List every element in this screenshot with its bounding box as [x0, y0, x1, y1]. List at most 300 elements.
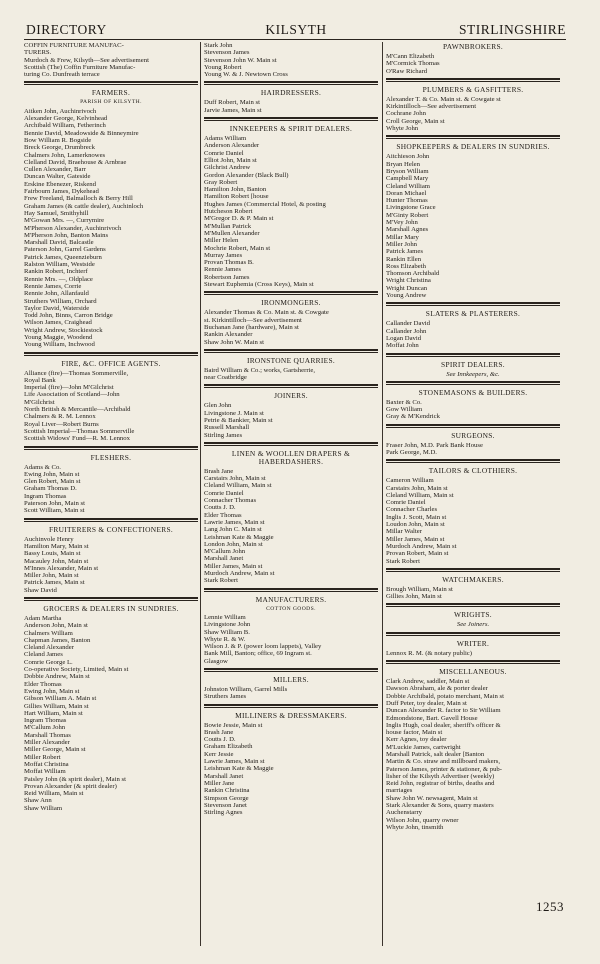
section-title: JOINERS. — [274, 391, 308, 401]
directory-entry: Glen John — [204, 402, 232, 410]
directory-entry: Ross Elizabeth — [386, 262, 426, 270]
directory-entry: Hughes James (Commercial Hotel, & posting — [204, 200, 326, 208]
directory-entry: Stirling James — [204, 431, 243, 439]
directory-entry: Patrick James, Main st — [24, 579, 85, 587]
directory-entry: Wilson James, Craighead — [24, 319, 92, 327]
directory-entry: Ingram Thomas — [24, 492, 67, 500]
directory-entry: Whyte R. & W. — [204, 635, 246, 643]
directory-section — [204, 442, 378, 585]
section-title: STONEMASONS & BUILDERS. — [418, 387, 528, 397]
directory-entry: Paterson John, Garrel Gardens — [24, 246, 106, 254]
directory-entry: Shaw Ann — [24, 797, 52, 805]
directory-entry: Graham James (& cattle dealer), Auchinloch — [24, 202, 144, 210]
directory-section — [24, 518, 198, 594]
directory-entry: Cameron William — [386, 477, 434, 485]
directory-entry: Kirkintilloch—See advertisement — [386, 103, 477, 111]
directory-entry: Provan Alexander (& spirit dealer) — [24, 782, 117, 790]
directory-entry: Loudon John, Main st — [386, 521, 445, 529]
directory-entry: Livingstone Grace — [386, 204, 436, 212]
directory-entry: Breck George, Drumbreck — [24, 144, 95, 152]
directory-entry: Murdoch Andrew, Main st — [204, 570, 275, 578]
directory-entry: Provan Robert, Main st — [386, 550, 449, 558]
directory-entry: Cleland Alexander — [24, 644, 74, 652]
directory-entry: Stewart Euphemia (Cross Keys), Main st — [204, 281, 314, 289]
directory-entry: Miller John, Main st — [24, 572, 79, 580]
directory-entry: Wilson John, quarry owner — [386, 816, 459, 824]
directory-entry: Adam Martha — [24, 615, 62, 622]
section-title: IRONMONGERS. — [261, 298, 321, 308]
directory-entry: Jarvie James, Main st — [204, 106, 262, 114]
directory-entry: Callander David — [386, 320, 431, 328]
section-title: HAIRDRESSERS. — [260, 88, 322, 98]
directory-entry: Bow William R. Bogside — [24, 136, 92, 144]
directory-entry: Millar Mary — [386, 233, 419, 241]
directory-entry: Bassy Louis, Main st — [24, 550, 81, 558]
directory-section — [24, 42, 198, 78]
directory-entry: Scottish Widows' Fund—R. M. Lennox — [24, 435, 130, 443]
directory-entry: Alexander T. & Co. Main st. & Cowgate st — [386, 95, 501, 103]
directory-entry: Brash Jane — [204, 728, 234, 736]
directory-entry: Comrie George L. — [24, 658, 73, 666]
section-divider — [386, 632, 560, 636]
directory-entry: Hart William, Main st — [24, 709, 83, 717]
directory-entry: Comrie Daniel — [204, 149, 244, 157]
section-title: GROCERS & DEALERS IN SUNDRIES. — [43, 604, 179, 613]
directory-entry: Fairbourn James, Dykehead — [24, 188, 99, 196]
directory-entry: Marshall Thomas — [24, 731, 71, 739]
column-divider — [200, 42, 201, 946]
directory-entry: Rennie Mrs. —, Oldplace — [24, 275, 93, 283]
directory-entry: Duncan Alexander R. factor to Sir William — [386, 707, 501, 715]
directory-entry: Gray & M'Kendrick — [386, 413, 440, 421]
directory-entry: Miller James, Main st — [204, 562, 263, 570]
directory-entry: Anderson John, Main st — [24, 622, 88, 630]
directory-entry: Cleland William, Main st — [204, 482, 272, 490]
directory-entry: M'Vey John — [386, 219, 418, 227]
directory-entry: Elder Thomas — [204, 511, 242, 519]
directory-entry: Moffat William — [24, 768, 66, 776]
directory-entry: M'Gilchrist — [24, 398, 55, 406]
directory-entry: Coutts J. D. — [204, 504, 236, 512]
directory-entry: Wright Duncan — [386, 284, 428, 292]
directory-entry: Ingram Thomas — [24, 717, 67, 725]
directory-entry: Ewing John, Main st — [24, 470, 80, 478]
directory-entry: Stark Robert — [204, 577, 238, 585]
section-divider — [386, 459, 560, 463]
directory-entry: Wright Andrew, Stockiestock — [24, 326, 103, 334]
directory-entry: Bennie David, Meadowside & Binneymire — [24, 129, 139, 137]
directory-entry: COFFIN FURNITURE MANUFAC- — [24, 42, 124, 49]
directory-entry: Coutts J. D. — [204, 736, 236, 744]
section-title: MILLINERS & DRESSMAKERS. — [235, 710, 347, 720]
directory-entry: Struthers James — [204, 693, 247, 701]
directory-entry: Moffat John — [386, 342, 419, 350]
section-divider — [386, 381, 560, 385]
directory-entry: Cleland William, Main st — [386, 491, 454, 499]
directory-entry: Shaw David — [24, 586, 57, 594]
section-divider — [204, 442, 378, 446]
directory-entry: Hay Samuel, Smithyhill — [24, 209, 89, 217]
directory-entry: Reid William, Main st — [24, 790, 84, 798]
section-divider — [204, 117, 378, 121]
directory-entry: Murdoch Andrew, Main st — [386, 542, 457, 550]
section-divider — [386, 302, 560, 306]
directory-entry: Fraser John, M.D. Park Bank House — [386, 441, 483, 449]
directory-entry: Rankin Robert, Inchterf — [24, 268, 88, 276]
directory-entry: Cullen Alexander, Barr — [24, 166, 86, 174]
directory-entry: Alexander Thomas & Co. Main st. & Cowgate — [204, 309, 329, 317]
directory-entry: Gow William — [386, 406, 423, 414]
directory-entry: M'Mullan Patrick — [204, 222, 252, 230]
section-title: SURGEONS. — [451, 430, 495, 440]
directory-entry: Imperial (fire)—John M'Gilchrist — [24, 384, 114, 392]
directory-entry: Millar Walter — [386, 528, 422, 536]
directory-entry: Duff Peter, toy dealer, Main st — [386, 699, 467, 707]
directory-entry: Lawrie James, Main st — [204, 518, 265, 526]
section-divider — [386, 135, 560, 139]
directory-entry: Struthers William, Orchard — [24, 297, 97, 305]
directory-section — [24, 352, 198, 443]
header-town: KILSYTH — [265, 22, 327, 37]
directory-entry: Alliance (fire)—Thomas Sommerville, — [24, 369, 129, 377]
directory-entry: Patrick James, Queenzieburn — [24, 253, 102, 261]
directory-entry: Co-operative Society, Limited, Main st — [24, 666, 129, 674]
directory-entry: Shaw William B. — [204, 628, 250, 636]
directory-section — [386, 78, 560, 132]
directory-entry: Gillies John, Main st — [386, 593, 442, 601]
directory-entry: North British & Mercantile—Archibald — [24, 406, 131, 414]
header-rule — [24, 39, 566, 40]
directory-entry: Stevenson Janet — [204, 801, 247, 809]
section-title: FRUITERERS & CONFECTIONERS. — [48, 524, 174, 534]
directory-entry: Brash Jane — [204, 467, 234, 475]
directory-entry: Dobbie Andrew, Main st — [24, 673, 90, 681]
directory-entry: Young Andrew — [386, 292, 427, 300]
directory-entry: Callander John — [386, 327, 427, 335]
directory-entry: Young Maggie, Woodend — [24, 333, 93, 341]
directory-entry: Young Robert — [204, 63, 242, 71]
directory-entry: Gibson William A. Main st — [24, 695, 97, 703]
directory-section — [386, 353, 560, 378]
directory-entry: Bryan Helen — [386, 160, 420, 168]
directory-entry: Miller George, Main st — [24, 746, 86, 754]
section-title: PAWNBROKERS. — [442, 42, 504, 51]
directory-section — [386, 381, 560, 421]
directory-entry: Hunter Thomas — [386, 197, 428, 205]
section-title: SHOPKEEPERS & DEALERS IN SUNDRIES. — [396, 142, 550, 152]
section-divider — [204, 81, 378, 85]
directory-entry: Gray Robert — [204, 178, 238, 186]
directory-entry: Alexander George, Kelvinhead — [24, 115, 108, 123]
directory-section — [204, 668, 378, 701]
directory-entry: Ewing John, Main st — [24, 687, 80, 695]
directory-entry: Patrick James — [386, 248, 423, 256]
directory-entry: Clelland David, Braehouse & Arnbrae — [24, 158, 127, 166]
directory-entry: Johnston William, Garrel Mills — [204, 686, 288, 693]
directory-entry: Robertson James — [204, 273, 250, 281]
directory-entry: Dawson Abraham, ale & porter dealer — [386, 685, 488, 693]
directory-entry: Rankin Alexander — [204, 331, 253, 339]
directory-entry: Park George, M.D. — [386, 448, 437, 456]
directory-entry: Scottish (The) Coffin Furniture Manufac- — [24, 63, 136, 71]
directory-entry: Baird William & Co.; works, Gartsherrie, — [204, 366, 316, 374]
directory-entry: O'Raw Richard — [386, 67, 428, 75]
directory-entry: Whyte John — [386, 125, 419, 133]
directory-entry: Connacher Charles — [386, 506, 438, 514]
header-directory: DIRECTORY — [26, 22, 107, 37]
directory-entry: Simpson George — [204, 794, 249, 802]
directory-entry: M'Luckie James, cartwright — [386, 743, 461, 751]
directory-entry: Erskine Ebenezer, Riskend — [24, 180, 96, 188]
directory-entry: Marshall Agnes — [386, 226, 429, 234]
directory-entry: M'Innes Alexander, Main st — [24, 564, 99, 572]
section-divider — [386, 660, 560, 664]
directory-section — [204, 384, 378, 438]
directory-entry: Chalmers William — [24, 629, 73, 637]
directory-section — [204, 291, 378, 345]
directory-entry: Stevenson John W. Main st — [204, 56, 277, 64]
directory-entry: Leishman Kate & Maggie — [204, 533, 274, 541]
directory-entry: Rennie James — [204, 266, 241, 274]
directory-entry: Chapman James, Banton — [24, 636, 91, 644]
directory-section — [386, 632, 560, 657]
directory-entry: Young William, Inchwood — [24, 341, 95, 349]
directory-section — [24, 597, 198, 812]
directory-entry: Duncan Walter, Gateside — [24, 173, 91, 181]
directory-entry: M'Pherson John, Banton Mains — [24, 231, 109, 239]
directory-entry: Miller Robert — [24, 753, 61, 761]
directory-entry: Wright Christina — [386, 277, 431, 285]
directory-entry: Moffat Christina — [24, 760, 69, 768]
section-divider — [204, 291, 378, 295]
directory-entry: Murdoch & Frew, Kilsyth—See advertisement — [24, 56, 149, 64]
directory-entry: M'Pherson Alexander, Auchinrivoch — [24, 224, 122, 232]
section-divider — [204, 349, 378, 353]
directory-entry: Auchinvole Henry — [24, 535, 74, 543]
section-title: IRONSTONE QUARRIES. — [246, 355, 336, 365]
section-title: WRITER. — [456, 638, 490, 648]
section-title: MISCELLANEOUS. — [439, 667, 507, 677]
directory-entry: M'Cann Elizabeth — [386, 53, 435, 60]
directory-entry: Baxter & Co. — [386, 398, 422, 406]
directory-entry: Livingstone J. Main st — [204, 409, 264, 417]
directory-entry: Gordon Alexander (Black Bull) — [204, 171, 289, 179]
section-divider — [24, 81, 198, 85]
directory-entry: Martin & Co. straw and millboard makers, — [386, 758, 501, 766]
directory-entry: Bowie Jessie, Main st — [204, 721, 263, 729]
section-title: TAILORS & CLOTHIERS. — [428, 466, 518, 476]
directory-entry: Hamilton Mary, Main st — [24, 542, 89, 550]
directory-entry: Hamilton John, Banton — [204, 186, 267, 194]
directory-entry: Comrie Daniel — [204, 489, 244, 497]
directory-entry: Connacher Thomas — [204, 497, 257, 505]
section-title: FIRE, &C. OFFICE AGENTS. — [61, 358, 161, 368]
directory-entry: Scottish Imperial—Thomas Sommerville — [24, 427, 135, 435]
section-divider — [24, 597, 198, 601]
directory-entry: Aitchieson John — [386, 153, 430, 161]
section-divider — [386, 78, 560, 82]
directory-entry: Mochrie Robert, Main st — [204, 244, 271, 252]
directory-entry: near Coatbridge — [204, 374, 247, 382]
section-note: See Joiners. — [456, 621, 490, 629]
directory-entry: London John, Main st — [204, 540, 263, 548]
directory-entry: M'Gowan Mrs. —, Currymire — [24, 217, 105, 225]
directory-entry: Taylor David, Waterside — [24, 304, 90, 312]
section-title: LINEN & WOOLLEN DRAPERS & HABERDASHERS. — [231, 448, 351, 466]
directory-entry: Cleland William — [386, 182, 430, 190]
directory-entry: Lang John C. Main st — [204, 526, 262, 534]
section-title: SPIRIT DEALERS. — [441, 359, 505, 369]
directory-entry: Buchanan Jane (hardware), Main st — [204, 323, 299, 331]
directory-entry: Logan David — [386, 334, 422, 342]
directory-entry: Cochrane John — [386, 110, 426, 118]
section-title: WATCHMAKERS. — [442, 574, 504, 584]
directory-entry: Petrie & Bankier, Main st — [204, 416, 273, 424]
directory-entry: Lennox R. M. (& notary public) — [386, 649, 472, 657]
directory-entry: Rennie John, Allanfauld — [24, 290, 89, 298]
directory-entry: Inglis J. Scott, Main st — [386, 513, 447, 521]
directory-entry: Marshall David, Balcastle — [24, 239, 94, 247]
directory-entry: Carstairs John, Main st — [204, 475, 266, 483]
directory-entry: Stirling Agnes — [204, 809, 243, 817]
directory-entry: Carstairs John, Main st — [386, 484, 448, 492]
directory-entry: Stevenson James — [204, 49, 250, 57]
directory-section — [386, 43, 560, 75]
directory-entry: Rennie James, Corrie — [24, 282, 82, 290]
directory-entry: M'Cormick Thomas — [386, 60, 440, 68]
directory-section — [386, 424, 560, 457]
directory-section — [386, 660, 560, 831]
directory-entry: Hutcheson Robert — [204, 208, 253, 216]
directory-entry: Stark John — [204, 42, 233, 49]
directory-entry: Edmondstone, Bart. Gavell House — [386, 714, 478, 722]
directory-entry: turing Co. Dunfreath terrace — [24, 71, 100, 79]
directory-section — [24, 81, 198, 348]
directory-entry: Shaw John W. Main st — [204, 338, 265, 346]
directory-entry: Gilchrist Andrew — [204, 164, 251, 172]
directory-entry: Dobbie Archibald, potato merchant, Main st — [386, 692, 504, 700]
directory-entry: Provan Thomas B. — [204, 259, 254, 267]
section-title: PLUMBERS & GASFITTERS. — [422, 84, 524, 94]
directory-entry: Marshall Janet — [204, 555, 244, 563]
directory-section — [204, 117, 378, 288]
section-divider — [386, 424, 560, 428]
directory-entry: Miller Jane — [204, 779, 235, 787]
directory-entry: M'Mullen Alexander — [204, 229, 260, 237]
directory-section — [204, 81, 378, 114]
directory-entry: Hamilton Robert [house — [204, 193, 269, 201]
section-title: WRIGHTS. — [454, 610, 492, 620]
header-county: STIRLINGSHIRE — [459, 22, 566, 37]
directory-entry: Whyte John, tinsmith — [386, 823, 444, 831]
directory-entry: Wilson J. & P. (power loom lappets), Valley — [204, 643, 322, 651]
directory-entry: Archibald William, Fetherinch — [24, 122, 106, 130]
directory-entry: Scott William, Main st — [24, 507, 85, 515]
directory-entry: Chalmers & R. M. Lennox — [24, 413, 96, 421]
directory-entry: Frew Freeland, Balmalloch & Berry Hill — [24, 195, 133, 203]
directory-entry: Chalmers John, Lamerknowes — [24, 151, 106, 159]
directory-entry: Miller Helen — [204, 237, 239, 245]
directory-entry: Rankin Ellen — [386, 255, 422, 263]
directory-entry: Shaw William — [24, 804, 63, 812]
directory-entry: Thomson Archibald — [386, 270, 440, 278]
directory-entry: Royal Liver—Robert Burns — [24, 420, 99, 428]
directory-entry: Paterson John, Main st — [24, 500, 85, 508]
directory-entry: Miller James, Main st — [386, 535, 445, 543]
section-subtitle: COTTON GOODS. — [266, 605, 316, 612]
directory-entry: Duff Robert, Main st — [204, 99, 260, 107]
directory-section — [204, 588, 378, 665]
section-divider — [24, 352, 198, 356]
column-1 — [24, 42, 198, 944]
column-divider — [382, 42, 383, 946]
directory-entry: Macauley John, Main st — [24, 557, 89, 565]
directory-entry: Miller Alexander — [24, 739, 70, 747]
section-subtitle: PARISH OF KILSYTH. — [80, 99, 142, 106]
directory-entry: Kerr Jessie — [204, 750, 234, 758]
directory-entry: Gillies William, Main st — [24, 702, 89, 710]
section-title: MILLERS. — [273, 675, 309, 684]
directory-entry: Clark Andrew, saddler, Main st — [386, 678, 470, 686]
directory-entry: Rankin Christina — [204, 787, 250, 795]
section-title: SLATERS & PLASTERERS. — [425, 309, 521, 319]
column-3 — [386, 42, 560, 944]
directory-entry: Stark Robert — [386, 557, 420, 565]
directory-section — [386, 302, 560, 349]
directory-entry: Miller John — [386, 240, 418, 248]
directory-section — [386, 603, 560, 628]
directory-entry: Graham Elizabeth — [204, 743, 253, 751]
directory-entry: Comrie Daniel — [386, 499, 426, 507]
directory-entry: marriages — [386, 787, 413, 795]
directory-entry: Royal Bank — [24, 376, 56, 384]
section-note: See Innkeepers, &c. — [446, 370, 500, 378]
directory-entry: M'Callum John — [204, 548, 246, 556]
directory-entry: lisher of the Kilsyth Advertiser (weekly) — [386, 772, 495, 780]
directory-entry: M'Gregor D. & P. Main st — [204, 215, 274, 223]
directory-entry: Reid John, registrar of births, deaths and — [386, 780, 495, 788]
directory-entry: Paterson James, printer & stationer, & pub- — [386, 765, 502, 773]
directory-entry: Anderson Alexander — [204, 142, 260, 150]
directory-entry: Marshall Patrick, salt dealer [Banton — [386, 751, 485, 758]
directory-entry: Murray James — [204, 251, 243, 259]
section-divider — [204, 704, 378, 708]
section-divider — [204, 588, 378, 592]
directory-entry: Stark Alexander & Sons, quarry masters — [386, 802, 494, 810]
column-2 — [204, 42, 378, 944]
section-divider — [24, 446, 198, 450]
section-divider — [204, 384, 378, 388]
page-header — [26, 22, 566, 38]
section-title: INNKEEPERS & SPIRIT DEALERS. — [229, 124, 353, 134]
directory-entry: house factor, Main st — [386, 729, 443, 737]
directory-section — [386, 459, 560, 565]
directory-entry: Doran Michael — [386, 189, 427, 197]
section-divider — [386, 568, 560, 572]
directory-entry: Auchenstarry — [386, 809, 423, 817]
page-number: 1253 — [536, 899, 564, 914]
directory-entry: Kerr Agnes, toy dealer — [386, 736, 447, 744]
directory-entry: Lawrie James, Main st — [204, 758, 265, 766]
section-divider — [386, 353, 560, 357]
directory-entry: Aitken John, Auchinrivoch — [24, 107, 97, 115]
directory-entry: Ralston William, Westside — [24, 261, 95, 269]
directory-entry: M'Callum John — [24, 724, 66, 732]
section-divider — [24, 518, 198, 522]
directory-entry: Bank Mill, Banton; office, 69 Ingram st. — [204, 650, 312, 658]
section-divider — [204, 668, 378, 672]
directory-section — [386, 568, 560, 601]
